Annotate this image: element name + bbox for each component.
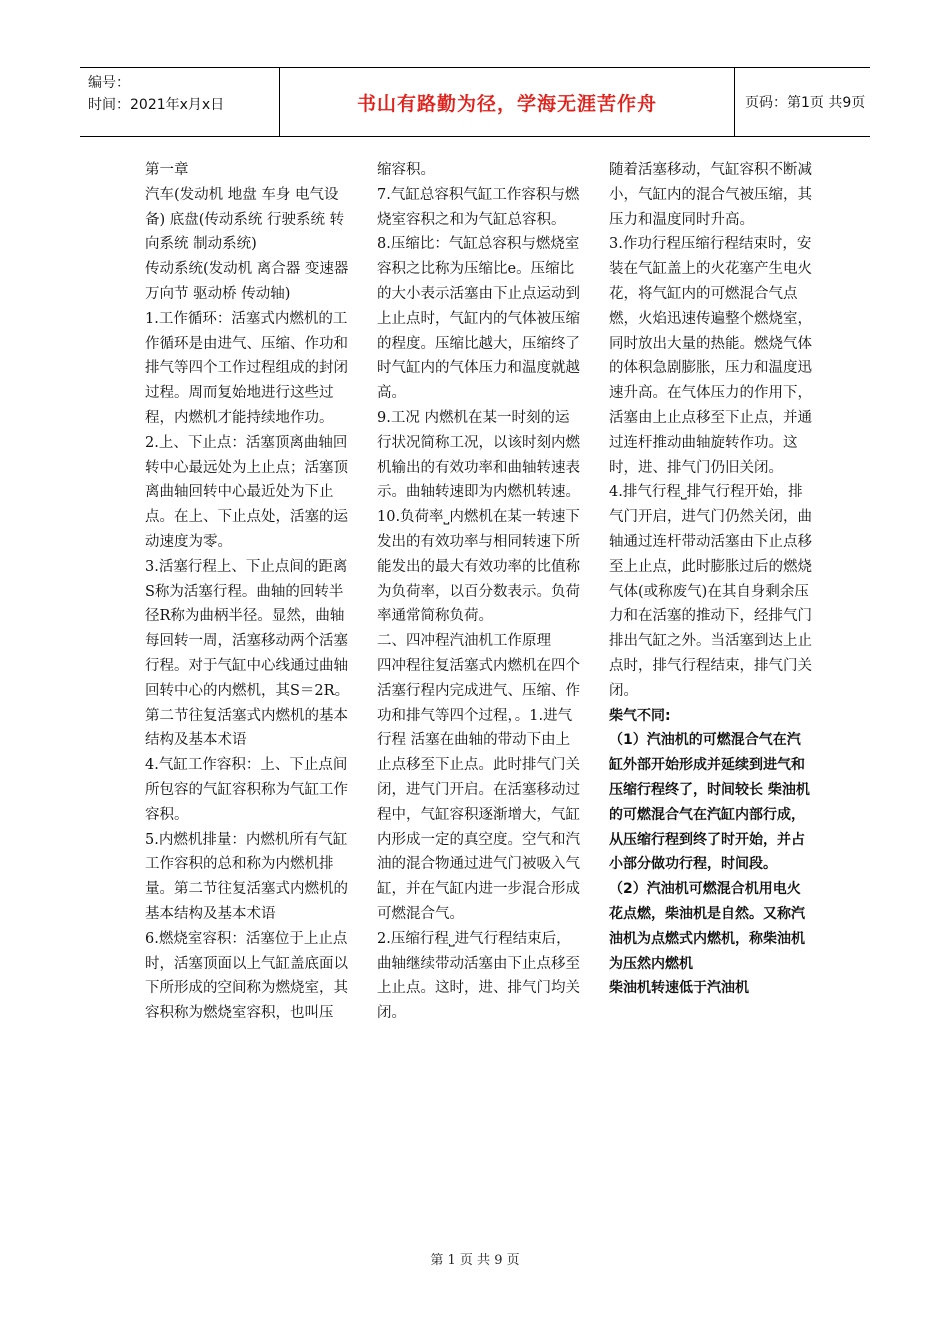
header-meta (80, 68, 280, 136)
header-page-number: 页码：第1页 共9页 (745, 95, 866, 111)
paragraph: 2.压缩行程⎵进气行程结束后，曲轴继续带动活塞由下止点移至上止点。这时，进、排气门均关闭。 (377, 930, 580, 1022)
paragraph: 5.内燃机排量：内燃机所有气缸工作容积的总和称为内燃机排量。第二节往复活塞式内燃机的基本结构及基本术语 (145, 831, 348, 922)
header-motto-cell (280, 68, 735, 136)
header-page-cell (735, 68, 870, 136)
paragraph: 3.活塞行程上、下止点间的距离S称为活塞行程。曲轴的回转半径R称为曲柄半径。显然，曲轴每回转一周，活塞移动两个活塞行程。对于气缸中心线通过曲轴回转中心的内燃机，其S＝2R。第二节往复活塞式内燃机的基本结构及基本术语 (145, 558, 350, 749)
paragraph: 汽车(发动机 地盘 车身 电气设备) 底盘(传动系统 行驶系统 转向系统 制动系统) (145, 186, 345, 253)
bold-heading: 柴气不同: (609, 707, 671, 724)
text-column-left (145, 158, 350, 1026)
header-motto: 书山有路勤为径，学海无涯苦作舟 (356, 92, 657, 115)
paragraph: 4.排气行程⎵排气行程开始，排气门开启，进气门仍然关闭，曲轴通过连杆带动活塞由下止点移至上止点，此时膨胀过后的燃烧气体(或称废气)在其自身剩余压力和在活塞的推动下，经排气门排出气缸之外。当活塞到达上止点时，排气行程结束，排气门关闭。 (609, 484, 812, 699)
document-number-label: 编号： (88, 75, 130, 91)
paragraph: 4.气缸工作容积：上、下止点间所包容的气缸容积称为气缸工作容积。 (145, 757, 348, 823)
paragraph: 10.负荷率⎵内燃机在某一转速下发出的有效功率与相同转速下所能发出的最大有效功率的比值称为负荷率，以百分数表示。负荷率通常简称负荷。 (377, 509, 580, 625)
paragraph: 6.燃烧室容积：活塞位于上止点时，活塞顶面以上气缸盖底面以下所形成的空间称为燃烧室，其容积称为燃烧室容积，也叫压 (145, 930, 348, 1022)
bold-paragraph: （2）汽油机可燃混合机用电火花点燃，柴油机是自然。又称汽油机为点燃式内燃机，称柴油机为压然内燃机 (609, 881, 805, 972)
bold-paragraph: （1）汽油机的可燃混合气在汽缸外部开始形成并延续到进气和压缩行程终了，时间较长 柴油机的可燃混合气在汽缸内部行成，从压缩行程到终了时开始，并占小部分做功行程，时间段。 (609, 732, 810, 873)
paragraph: 1.工作循环：活塞式内燃机的工作循环是由进气、压缩、作功和排气等四个工作过程组成的封闭过程。周而复始地进行这些过程，内燃机才能持续地作功。 (145, 310, 348, 426)
paragraph: 3.作功行程压缩行程结束时，安装在气缸盖上的火花塞产生电火花，将气缸内的可燃混合气点燃，火焰迅速传遍整个燃烧室，同时放出大量的热能。燃烧气体的体积急剧膨胀，压力和温度迅速升高。在气体压力的作用下，活塞由上止点移至下止点，并通过连杆推动曲轴旋转作功。这时，进、排气门仍旧关闭。 (609, 236, 812, 476)
paragraph: 9.工况 内燃机在某一时刻的运行状况简称工况，以该时刻内燃机输出的有效功率和曲轴转速表示。曲轴转速即为内燃机转速。 (377, 409, 580, 501)
paragraph: 8.压缩比：气缸总容积与燃烧室容积之比称为压缩比e。压缩比的大小表示活塞由下止点运动到上止点时，气缸内的气体被压缩的程度。压缩比越大，压缩终了时气缸内的气体压力和温度就越高。 (377, 236, 580, 402)
text-column-right (609, 158, 814, 1001)
paragraph: 缩容积。 (377, 162, 435, 178)
page-header (80, 67, 870, 137)
paragraph: 随着活塞移动，气缸容积不断减小，气缸内的混合气被压缩，其压力和温度同时升高。 (609, 162, 812, 228)
text-column-middle (377, 158, 582, 1026)
paragraph: 四冲程往复活塞式内燃机在四个活塞行程内完成进气、压缩、作功和排气等四个过程，。1.进气行程 活塞在曲轴的带动下由上止点移至下止点。此时排气门关闭，进气门开启。在活塞移动过程中，气缸容积逐渐增大，气缸内形成一定的真空度。空气和汽油的混合物通过进气门被吸入气缸，并在气缸内进一步混合形成可燃混合气。 (377, 657, 580, 922)
paragraph: 第一章 (145, 162, 189, 178)
paragraph: 7.气缸总容积气缸工作容积与燃烧室容积之和为气缸总容积。 (377, 186, 580, 228)
section-heading: 二、四冲程汽油机工作原理 (377, 633, 551, 650)
bold-paragraph: 柴油机转速低于汽油机 (609, 980, 749, 997)
document-time-label: 时间：2021年x月x日 (88, 97, 225, 113)
paragraph: 2.上、下止点：活塞顶离曲轴回转中心最远处为上止点；活塞顶离曲轴回转中心最近处为下止点。在上、下止点处，活塞的运动速度为零。 (145, 434, 348, 550)
paragraph: 传动系统(发动机 离合器 变速器 万向节 驱动桥 传动轴) (145, 261, 349, 302)
page-footer: 第 1 页 共 9 页 (430, 1253, 520, 1268)
